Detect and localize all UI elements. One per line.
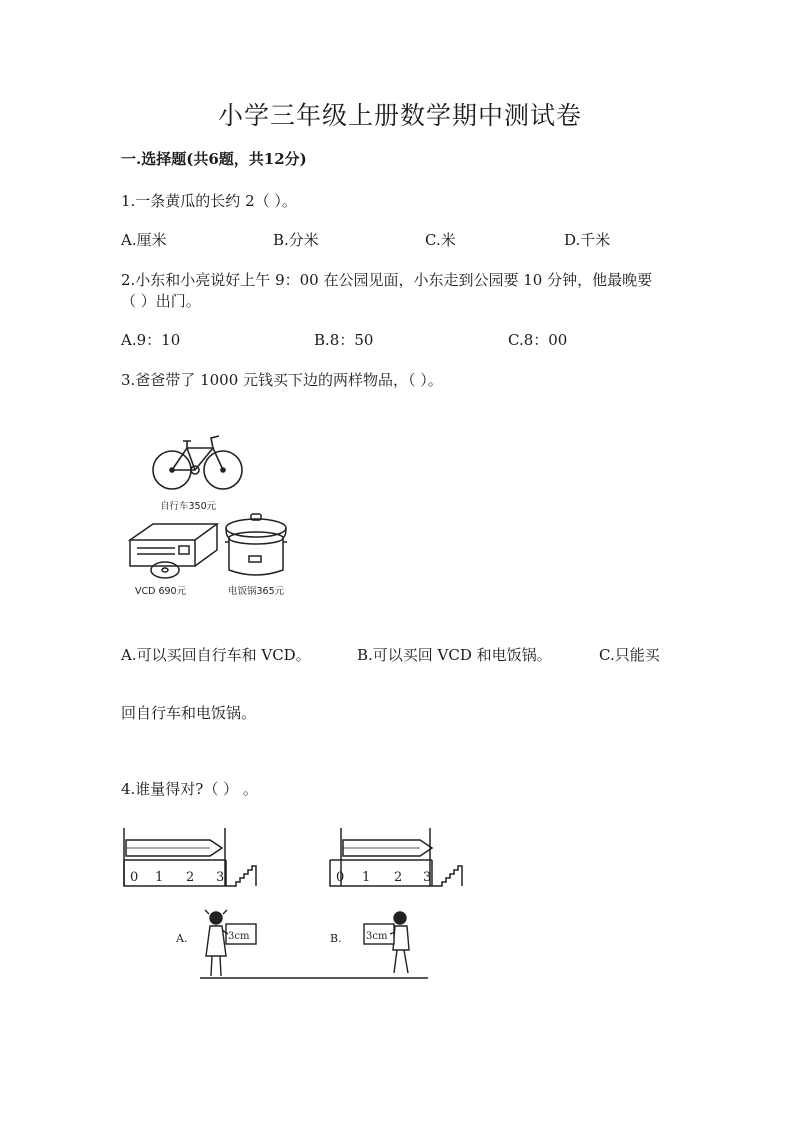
q4-card-b-text: 3cm (366, 931, 388, 942)
tick-label: 1 (155, 870, 164, 885)
tick-label: 1 (362, 870, 371, 885)
q4-card-a-text: 3cm (228, 931, 250, 942)
q3-option-c[interactable]: C.只能买 (599, 646, 660, 664)
q3-option-c-continued: 回自行车和电饭锅。 (121, 704, 257, 722)
tick-label: 2 (394, 870, 403, 885)
q4-choice-b-label: B. (330, 932, 342, 945)
q4-measurement-figure (118, 826, 478, 986)
q2-option-b[interactable]: B.8：50 (314, 331, 374, 349)
page-title: 小学三年级上册数学期中测试卷 (217, 101, 582, 130)
q1-option-d[interactable]: D.千米 (564, 231, 611, 249)
ruler-right-ticks (336, 870, 431, 885)
rice-cooker-image (225, 514, 287, 575)
q1-option-c[interactable]: C.米 (425, 231, 456, 249)
vcd-price-label: VCD 690元 (135, 586, 187, 597)
tick-label: 0 (130, 870, 139, 885)
tick-label: 3 (216, 870, 225, 885)
q3-option-a[interactable]: A.可以买回自行车和 VCD。 (121, 646, 311, 664)
question-2-stem-line1: 2.小东和小亮说好上午 9：00 在公园见面，小东走到公园要 10 分钟，他最晚要 (121, 271, 653, 289)
q2-option-a[interactable]: A.9：10 (121, 331, 181, 349)
q3-products-figure (125, 428, 325, 603)
q3-option-b[interactable]: B.可以买回 VCD 和电饭锅。 (357, 646, 552, 664)
tick-label: 0 (336, 870, 345, 885)
question-1-stem: 1.一条黄瓜的长约 2（ ）。 (121, 192, 297, 210)
q1-option-a[interactable]: A.厘米 (121, 231, 167, 249)
question-2-stem-line2: （ ）出门。 (121, 292, 201, 310)
question-3-stem: 3.爸爸带了 1000 元钱买下边的两样物品，（ ）。 (121, 371, 443, 389)
tick-label: 2 (186, 870, 195, 885)
girl-figure-a (205, 910, 256, 976)
section-heading-choice: 一.选择题(共6题，共12分) (121, 150, 307, 168)
q4-choice-a-label: A. (176, 932, 188, 945)
bike-price-label: 自行车350元 (160, 501, 217, 512)
bicycle-image (153, 436, 242, 489)
boy-figure-b (364, 912, 409, 973)
vcd-player-image (130, 524, 217, 578)
ruler-left-ticks (130, 870, 224, 885)
q2-option-c[interactable]: C.8：00 (508, 331, 568, 349)
tick-label: 3 (423, 870, 432, 885)
cooker-price-label: 电饭锅365元 (228, 586, 285, 597)
q1-option-b[interactable]: B.分米 (273, 231, 319, 249)
question-4-stem: 4.谁量得对?（ ） 。 (121, 780, 258, 798)
